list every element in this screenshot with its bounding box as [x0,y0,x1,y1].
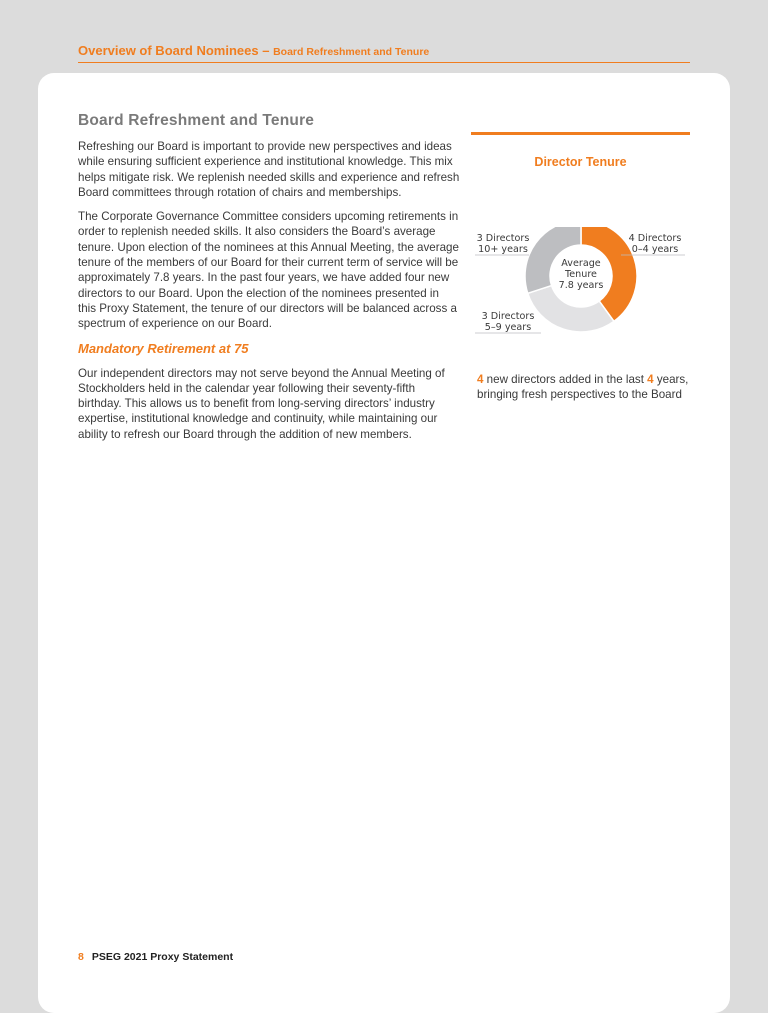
slice-label-0-4-line1: 4 Directors [628,233,682,244]
section-heading: Board Refreshment and Tenure [78,112,315,129]
page-footer [78,951,233,963]
slice-label-0-4-line2: 0–4 years [631,244,679,255]
header-title: Overview of Board Nominees – [78,43,274,58]
page-number: 8 [78,951,84,963]
slice-label-10plus-line1: 3 Directors [476,233,530,244]
panel-rule [471,132,690,135]
center-label-line3: 7.8 years [558,280,604,291]
tenure-donut-chart [471,227,690,357]
note-number-2: 4 [647,373,654,386]
header-subtitle: Board Refreshment and Tenure [273,46,430,58]
main-text-column [78,112,460,451]
footer-doc-title: PSEG 2021 Proxy Statement [91,951,234,963]
paragraph-governance: The Corporate Governance Committee considers upcoming retirements in order to replenish needed skills. It also considers the Board’s average tenure. Upon election of the nominees at this Annual Meeting, the average tenure of the members of our Board for their current term of service will be approximately 7.8 years. In the past four years, we have added four new directors to our Board. Upon the election of the nominees presented in this Proxy Statement, the tenure of our directors will be balanced across a spectrum of experience on our Board. [78,210,459,331]
new-directors-note [477,372,690,403]
note-number-1: 4 [477,373,484,386]
slice-label-10plus-line2: 10+ years [478,244,528,255]
paragraph-refreshing: Refreshing our Board is important to provide new perspectives and ideas while ensuring sufficient experience and institutional knowledge. This mix helps mitigate risk. We replenish needed skills and experience and refresh Board committees through rotation of chairs and memberships. [78,140,460,199]
center-label-line1: Average [561,258,601,269]
slice-label-5-9-line1: 3 Directors [481,311,535,322]
note-text-1: new directors added in the last [483,373,648,386]
page-header [78,42,690,63]
director-tenure-panel [471,132,690,402]
paragraph-retirement: Our independent directors may not serve beyond the Annual Meeting of Stockholders held in the calendar year following their seventy-fifth birthday. This allows us to benefit from long-serving directors’ industry expertise, institutional knowledge and continuity, while maintaining our ability to refresh our Board through the addition of new members. [78,366,445,441]
slice-label-5-9-line2: 5–9 years [484,322,532,333]
note-text-2: years, bringing fresh perspectives to the Board [477,373,689,402]
chart-title: Director Tenure [534,155,627,169]
center-label-line2: Tenure [565,269,597,280]
subheading-retirement: Mandatory Retirement at 75 [78,340,249,356]
